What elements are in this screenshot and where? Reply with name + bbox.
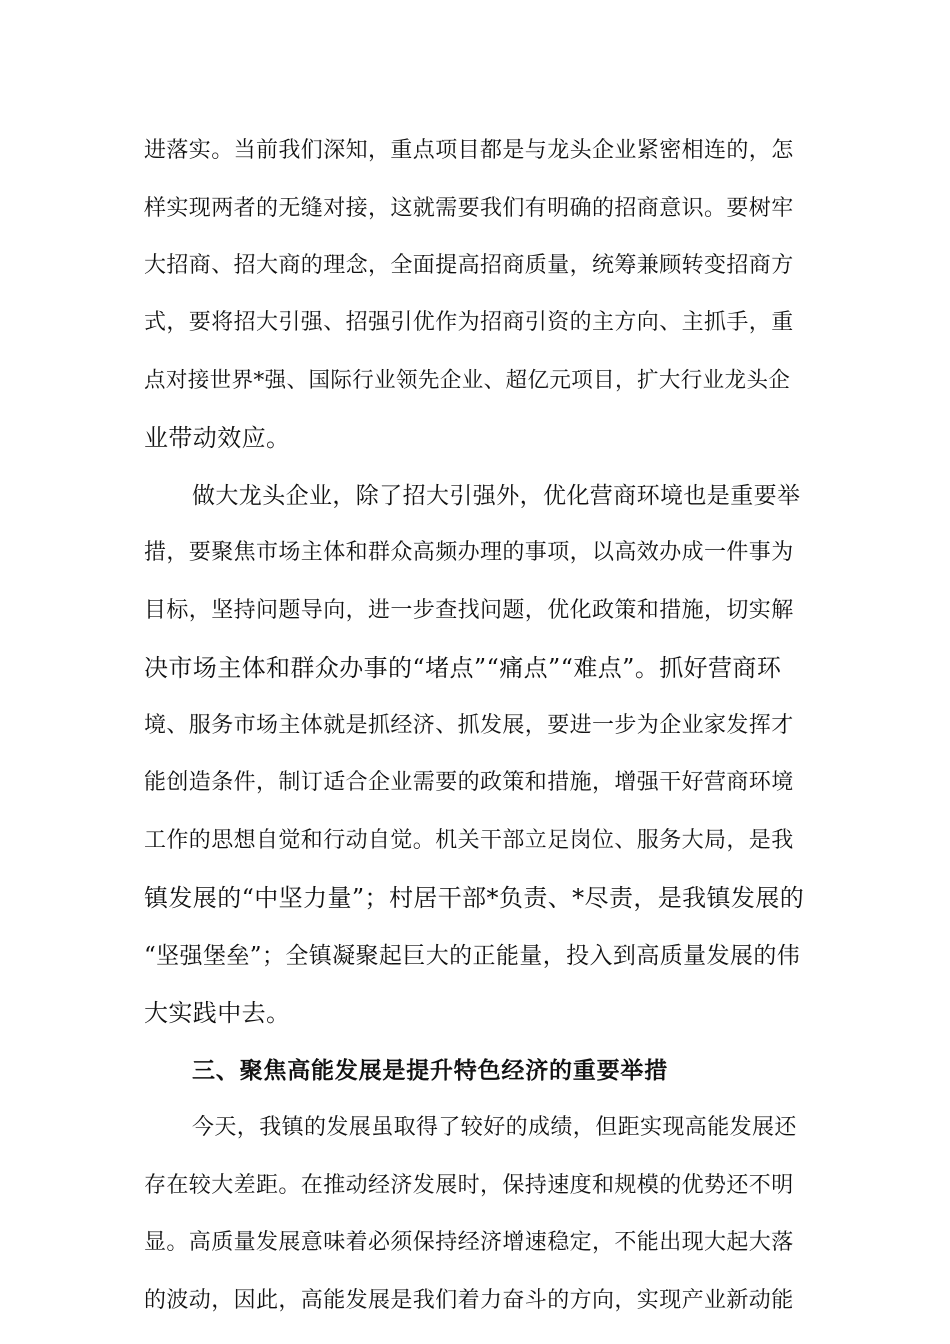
paragraph-line: 式，要将招大引强、招强引优作为招商引资的主方向、主抓手，重 <box>144 310 794 335</box>
paragraph-line: 能创造条件，制订适合企业需要的政策和措施，增强干好营商环境 <box>144 770 794 795</box>
section-heading: 三、聚焦高能发展是提升特色经济的重要举措 <box>192 1058 668 1084</box>
paragraph-line: 镇发展的“中坚力量”；村居干部*负责、*尽责，是我镇发展的 <box>144 884 805 912</box>
paragraph-line: 措，要聚焦市场主体和群众高频办理的事项，以高效办成一件事为 <box>144 540 794 565</box>
paragraph-line: 业带动效应。 <box>144 424 291 452</box>
paragraph-line: 大招商、招大商的理念，全面提高招商质量，统筹兼顾转变招商方 <box>144 253 794 278</box>
paragraph-line: 的波动，因此，高能发展是我们着力奋斗的方向，实现产业新动能 <box>144 1288 794 1313</box>
paragraph-line: “坚强堡垒”；全镇凝聚起巨大的正能量，投入到高质量发展的伟 <box>144 943 801 969</box>
paragraph-line: 显。高质量发展意味着必须保持经济增速稳定，不能出现大起大落 <box>144 1230 794 1255</box>
paragraph-line: 点对接世界*强、国际行业领先企业、超亿元项目，扩大行业龙头企 <box>144 368 791 393</box>
paragraph-line: 存在较大差距。在推动经济发展时，保持速度和规模的优势还不明 <box>144 1173 794 1198</box>
paragraph-line: 做大龙头企业，除了招大引强外，优化营商环境也是重要举 <box>192 483 801 509</box>
paragraph-line: 境、服务市场主体就是抓经济、抓发展，要进一步为企业家发挥才 <box>144 713 794 738</box>
paragraph-line: 大实践中去。 <box>144 999 291 1027</box>
paragraph-line: 工作的思想自觉和行动自觉。机关干部立足岗位、服务大局，是我 <box>144 828 794 853</box>
paragraph-line: 今天，我镇的发展虽取得了较好的成绩，但距实现高能发展还 <box>192 1115 797 1140</box>
paragraph-line: 进落实。当前我们深知，重点项目都是与龙头企业紧密相连的，怎 <box>144 138 794 163</box>
paragraph-line: 决市场主体和群众办事的“堵点”“痛点”“难点”。抓好营商环 <box>144 654 782 682</box>
paragraph-line: 目标，坚持问题导向，进一步查找问题，优化政策和措施，切实解 <box>144 598 794 623</box>
paragraph-line: 样实现两者的无缝对接，这就需要我们有明确的招商意识。要树牢 <box>144 196 794 221</box>
